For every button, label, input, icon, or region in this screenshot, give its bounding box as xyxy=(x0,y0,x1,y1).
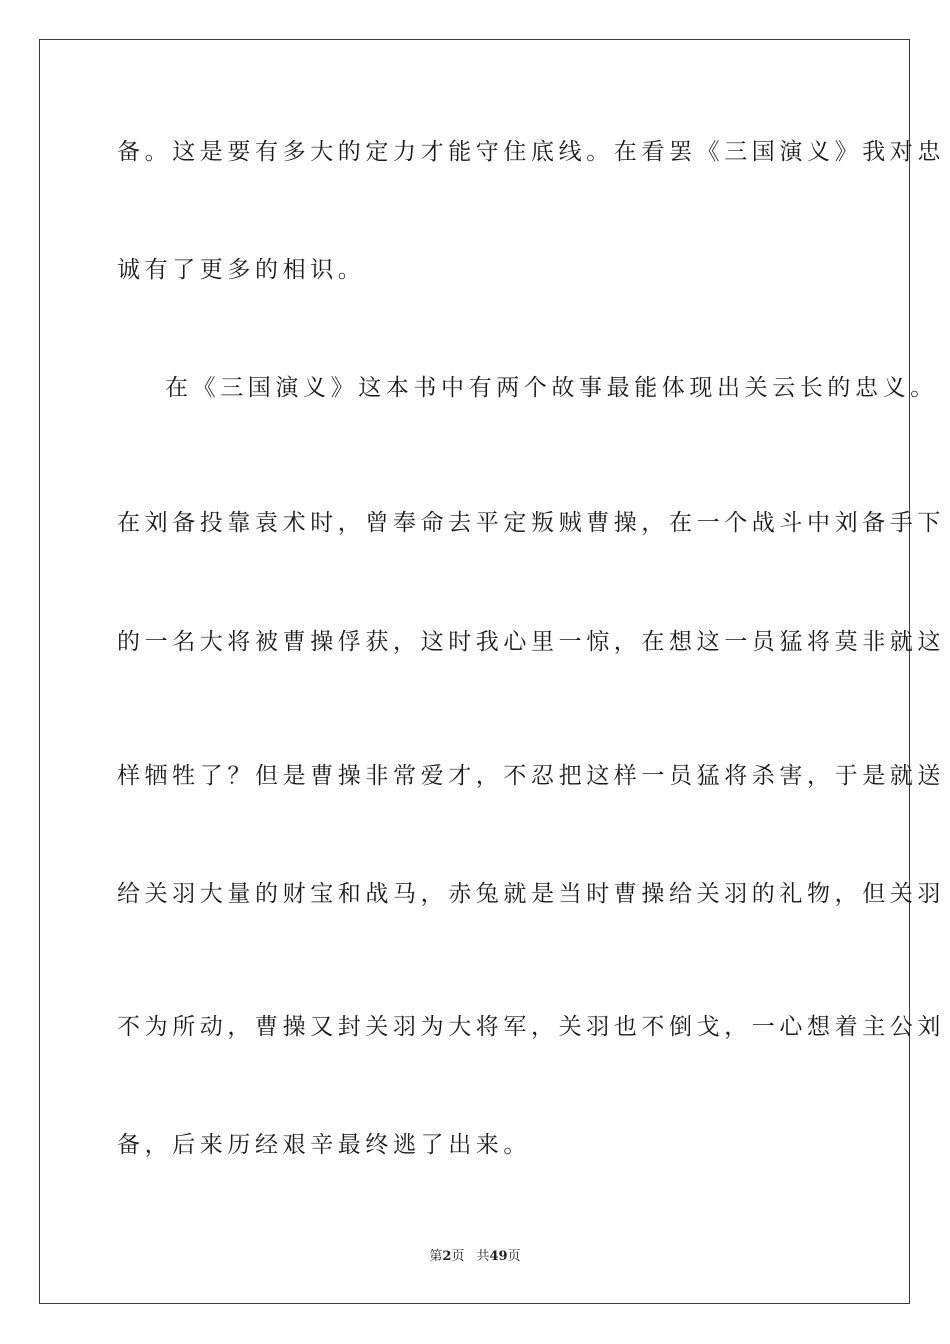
text-line: 在刘备投靠袁术时，曾奉命去平定叛贼曹操，在一个战斗中刘备手下 xyxy=(117,510,945,536)
text-line: 诚有了更多的相识。 xyxy=(117,257,366,283)
total-page-count: 49 xyxy=(489,1249,508,1264)
page-prefix: 第 xyxy=(429,1249,443,1264)
text-line: 样牺牲了？但是曹操非常爱才，不忍把这样一员猛将杀害，于是就送 xyxy=(117,763,945,789)
paragraph-first-line: 在《三国演义》这本书中有两个故事最能体现出关云长的忠义。 xyxy=(165,375,938,401)
text-line: 不为所动，曹操又封关羽为大将军，关羽也不倒戈，一心想着主公刘 xyxy=(117,1014,945,1040)
page-border xyxy=(39,39,910,1304)
total-prefix: 共 xyxy=(476,1249,490,1264)
total-suffix: 页 xyxy=(507,1249,521,1264)
text-line: 备，后来历经艰辛最终逃了出来。 xyxy=(117,1132,531,1158)
current-page-number: 2 xyxy=(442,1249,452,1264)
page-suffix: 页 xyxy=(451,1249,465,1264)
text-line: 备。这是要有多大的定力才能守住底线。在看罢《三国演义》我对忠 xyxy=(117,139,945,165)
page-footer xyxy=(0,1245,950,1264)
text-line: 的一名大将被曹操俘获，这时我心里一惊，在想这一员猛将莫非就这 xyxy=(117,629,945,655)
text-line: 给关羽大量的财宝和战马，赤兔就是当时曹操给关羽的礼物，但关羽 xyxy=(117,881,945,907)
